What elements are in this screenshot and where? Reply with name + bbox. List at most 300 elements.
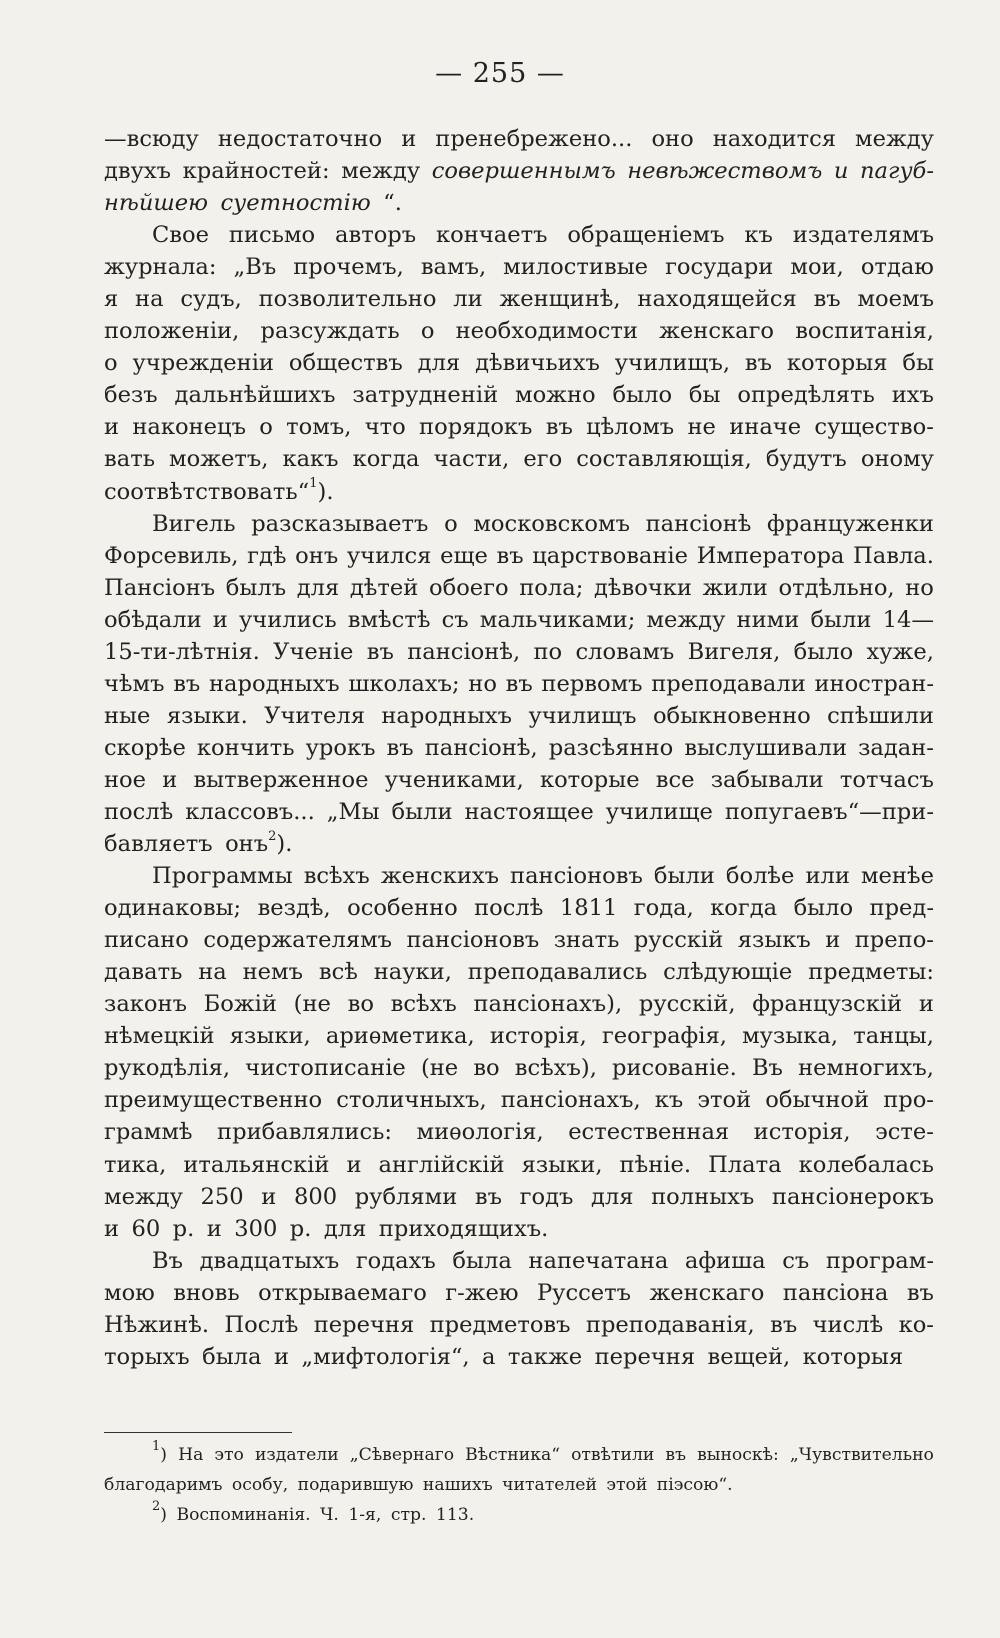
word: о xyxy=(259,414,273,441)
word: тика, xyxy=(104,1151,167,1178)
word: преподавали xyxy=(651,670,806,697)
word: ними xyxy=(736,606,800,633)
word: пансіонахъ, xyxy=(500,1087,641,1114)
word: училищъ xyxy=(528,702,637,729)
word: находящейся xyxy=(637,286,797,313)
word: соотвѣтствовать“ xyxy=(104,478,310,505)
word: дѣвочки xyxy=(593,574,692,601)
footnote xyxy=(104,1500,934,1530)
word: итальянскій xyxy=(183,1151,330,1178)
word: „Чувствительно xyxy=(789,1445,934,1465)
word: писано xyxy=(104,927,189,954)
word: болѣе xyxy=(725,863,795,890)
word: хуже, xyxy=(866,638,934,665)
word: задан- xyxy=(858,734,934,761)
word: какъ xyxy=(282,446,339,473)
word: и xyxy=(206,1215,222,1242)
word: отдаю xyxy=(860,254,934,281)
word: иначе xyxy=(729,414,802,441)
word: француженки xyxy=(767,510,934,537)
word: издателямъ xyxy=(792,222,934,249)
word: онъ xyxy=(225,831,269,858)
word: не xyxy=(687,414,716,441)
text-line xyxy=(104,636,934,668)
word: танцы, xyxy=(853,1023,934,1050)
word: содержателямъ xyxy=(203,927,393,954)
word: можетъ, xyxy=(169,446,269,473)
word: разсуждать xyxy=(260,318,400,345)
word: ные xyxy=(104,702,151,729)
word: этой xyxy=(697,1087,752,1114)
text-line xyxy=(104,508,934,540)
word: училищъ, xyxy=(614,350,730,377)
text-line xyxy=(104,1440,934,1470)
word: московскомъ xyxy=(473,510,630,537)
word: для xyxy=(296,574,340,601)
word: обоего xyxy=(428,574,509,601)
footnote-marker: 2 xyxy=(268,828,277,844)
word: обѣдали xyxy=(104,606,202,633)
word: въ xyxy=(474,1183,503,1210)
text-line xyxy=(104,347,934,379)
word: обыкновенно xyxy=(652,702,811,729)
word: пренебрежено... xyxy=(435,126,633,152)
word: законъ xyxy=(104,991,187,1018)
word: ко- xyxy=(898,1311,934,1338)
word: географія, xyxy=(601,1023,727,1050)
text-line xyxy=(104,572,934,604)
text-line xyxy=(104,443,934,475)
text-line xyxy=(104,956,934,988)
word: по xyxy=(533,638,563,665)
footnote-marker: 1 xyxy=(152,1439,161,1455)
text-line xyxy=(104,476,934,508)
word: вмѣстѣ xyxy=(347,606,431,633)
word: приходящихъ. xyxy=(378,1215,549,1242)
word: французскій xyxy=(752,991,903,1018)
word: кончаетъ xyxy=(436,222,548,249)
word: всѣ xyxy=(318,959,358,986)
text-line xyxy=(104,1277,934,1309)
word: скорѣе xyxy=(104,734,186,761)
word: немногихъ, xyxy=(798,1055,934,1082)
text-line xyxy=(104,1500,934,1530)
word: предметовъ xyxy=(429,1311,571,1338)
word: школахъ; xyxy=(348,670,460,697)
word: жили xyxy=(702,574,768,601)
word: языки, xyxy=(229,1023,311,1050)
word: и xyxy=(212,606,228,633)
word: женскаго xyxy=(649,1279,765,1306)
word: суетностію xyxy=(220,190,371,217)
word: обращеніемъ xyxy=(567,222,725,249)
word: языкъ xyxy=(737,927,811,954)
text-line xyxy=(104,764,934,796)
word: была xyxy=(202,1343,262,1370)
text-line xyxy=(104,988,934,1020)
word: цѣломъ xyxy=(586,414,675,441)
word: Послѣ xyxy=(224,1311,299,1338)
word: рукодѣлія, xyxy=(104,1055,231,1082)
word: Учителя xyxy=(264,702,365,729)
word: которые xyxy=(539,766,640,793)
word: русскій xyxy=(633,927,724,954)
word: естественная xyxy=(568,1119,730,1146)
word: —всюду xyxy=(104,126,199,152)
word: Программы xyxy=(152,863,293,890)
word: положеніи, xyxy=(104,318,240,345)
text-line xyxy=(104,1213,934,1245)
word: этой xyxy=(606,1475,648,1495)
word: въ xyxy=(813,286,841,313)
word: авторъ xyxy=(335,222,417,249)
word: были xyxy=(810,606,872,633)
word: въ xyxy=(906,1279,934,1306)
text-line xyxy=(104,315,934,347)
word: и xyxy=(104,414,120,441)
word: пагуб- xyxy=(860,158,934,185)
word: наконецъ xyxy=(132,414,246,441)
text-line xyxy=(104,1309,934,1341)
word: государи xyxy=(665,254,774,281)
word: 300 xyxy=(234,1215,278,1242)
word: одинаковы; xyxy=(104,895,242,922)
word: пансіонахъ), xyxy=(473,991,623,1018)
word: но xyxy=(905,574,934,601)
word: оно xyxy=(651,126,694,152)
word: науки, xyxy=(373,959,452,986)
word: и xyxy=(833,158,849,185)
word: между xyxy=(646,606,726,633)
word: которыя xyxy=(802,1343,904,1370)
word: недостаточно xyxy=(217,126,383,152)
word: менѣе xyxy=(860,863,934,890)
word: въ xyxy=(545,414,573,441)
word: рисованіе. xyxy=(612,1055,737,1082)
word: выноскѣ: xyxy=(697,1445,779,1465)
word: Форсевиль, xyxy=(104,542,239,569)
paragraph xyxy=(104,508,934,861)
word-group xyxy=(152,1440,167,1470)
word: пансіонѣ, xyxy=(424,734,538,761)
word: обществъ xyxy=(288,350,403,377)
word: и xyxy=(162,766,178,793)
word: необходимости xyxy=(455,318,638,345)
word: торыхъ xyxy=(104,1343,190,1370)
word: что xyxy=(364,414,406,441)
word: 113. xyxy=(435,1505,475,1525)
word: между xyxy=(855,126,934,152)
word: о xyxy=(104,350,118,377)
word: (не xyxy=(293,991,331,1018)
text-line xyxy=(104,860,934,892)
text-line xyxy=(104,155,934,187)
word: пансіона xyxy=(782,1279,889,1306)
text-line xyxy=(104,1116,934,1148)
word: послѣ xyxy=(104,798,174,825)
word: Руссетъ xyxy=(536,1279,632,1306)
word: письмо xyxy=(228,222,316,249)
word-group xyxy=(225,828,292,860)
word: женщинѣ, xyxy=(499,286,621,313)
word: части, xyxy=(433,446,510,473)
word: преимущественно xyxy=(104,1087,323,1114)
word: милостивые xyxy=(503,254,649,281)
word: 1811 xyxy=(559,895,618,922)
word: еще xyxy=(440,542,488,569)
word: опредѣлять xyxy=(737,382,875,409)
word: были xyxy=(391,798,453,825)
word: затрудненій xyxy=(352,382,499,409)
word: благодаримъ xyxy=(104,1475,223,1495)
word: настоящее xyxy=(464,798,594,825)
word: когда xyxy=(710,895,778,922)
word: Вигеля, xyxy=(687,638,781,665)
word: составляющія, xyxy=(576,446,752,473)
word: исторія, xyxy=(489,1023,587,1050)
word: было xyxy=(793,895,854,922)
word: отдѣльно, xyxy=(778,574,895,601)
word: бы xyxy=(688,382,721,409)
word: „Въ xyxy=(233,254,277,281)
word: для xyxy=(417,350,461,377)
word: когда xyxy=(352,446,420,473)
word: пансіоновъ xyxy=(510,863,643,890)
word: програм- xyxy=(825,1247,934,1274)
word: преподавались xyxy=(467,959,648,986)
word: р. xyxy=(289,1215,312,1242)
word: Въ xyxy=(152,1247,183,1274)
word: къ xyxy=(744,222,773,249)
word: забывали xyxy=(710,766,824,793)
word: языки, xyxy=(521,1151,603,1178)
word: кончить xyxy=(196,734,295,761)
footnote-divider xyxy=(104,1432,292,1433)
word: на xyxy=(135,286,164,313)
word: 60 xyxy=(131,1215,161,1242)
word: съ xyxy=(782,1247,810,1274)
word: учениками, xyxy=(384,766,524,793)
text-line xyxy=(104,251,934,283)
word: невѣжествомъ xyxy=(627,158,823,185)
word: иностран- xyxy=(814,670,934,697)
word: въ xyxy=(366,638,394,665)
word: колебалась xyxy=(798,1151,934,1178)
word: и xyxy=(918,991,934,1018)
word: и xyxy=(825,927,841,954)
word: ли xyxy=(453,286,483,313)
text-line xyxy=(104,604,934,636)
word: читателей xyxy=(502,1475,597,1495)
word-group xyxy=(104,476,334,508)
word: вездѣ, xyxy=(257,895,331,922)
word: 800 xyxy=(293,1183,338,1210)
text-line xyxy=(104,1084,934,1116)
word: и xyxy=(401,126,417,152)
word: мальчиками; xyxy=(479,606,636,633)
word: перечня xyxy=(594,1343,696,1370)
text-line xyxy=(104,1020,934,1052)
word: нѣмецкій xyxy=(104,1023,215,1050)
word: выслушивали xyxy=(684,734,847,761)
word: съ xyxy=(441,606,469,633)
word: совершеннымъ xyxy=(431,158,616,185)
word: можно xyxy=(515,382,596,409)
word: англійскій xyxy=(378,1151,505,1178)
word: особу, xyxy=(231,1475,289,1495)
word: пансіонерокъ xyxy=(771,1183,934,1210)
word: которыя xyxy=(786,350,888,377)
word: а xyxy=(481,1343,496,1370)
text-line xyxy=(104,1341,934,1373)
word: и xyxy=(104,1215,120,1242)
word: моемъ xyxy=(857,286,934,313)
word: вамъ, xyxy=(420,254,487,281)
text-line xyxy=(104,411,934,443)
text-line xyxy=(104,219,934,251)
word: между xyxy=(104,1183,183,1210)
word: дѣвичьихъ xyxy=(475,350,600,377)
word: открываемаго xyxy=(258,1279,427,1306)
word: въ xyxy=(744,350,773,377)
word: гдѣ xyxy=(247,542,287,569)
word: отвѣтили xyxy=(571,1445,655,1465)
word: въ xyxy=(665,1445,687,1465)
word: журнала: xyxy=(104,254,217,281)
word: словамъ xyxy=(575,638,675,665)
word: предметы: xyxy=(808,959,934,986)
word: пола; xyxy=(519,574,584,601)
word: годъ xyxy=(519,1183,574,1210)
word: 15-ти-лѣтнія. xyxy=(104,638,260,665)
word: ариѳметика, xyxy=(325,1023,475,1050)
word: все xyxy=(655,766,695,793)
footnote-marker: 1 xyxy=(309,475,318,491)
text-line xyxy=(104,924,934,956)
word: всѣхъ xyxy=(303,863,370,890)
word: существо- xyxy=(814,414,934,441)
word: воспитанія, xyxy=(795,318,934,345)
word: „Мы xyxy=(326,798,380,825)
paragraph xyxy=(104,219,934,507)
word: разсказываетъ xyxy=(251,510,429,537)
word: ). xyxy=(276,831,293,858)
word: и xyxy=(261,1183,277,1210)
text-line xyxy=(104,540,934,572)
word: въ xyxy=(505,670,533,697)
word: его xyxy=(523,446,563,473)
text-line xyxy=(104,1245,934,1277)
word: полныхъ xyxy=(651,1183,755,1210)
word: г-жею xyxy=(445,1279,519,1306)
paragraph xyxy=(104,860,934,1245)
word: мою xyxy=(104,1279,155,1306)
word: также xyxy=(507,1343,583,1370)
word: чистописаніе xyxy=(245,1055,406,1082)
word: пѣніе. xyxy=(619,1151,692,1178)
word: народныхъ xyxy=(208,670,340,697)
word: двадцатыхъ xyxy=(199,1247,340,1274)
word: во xyxy=(347,991,374,1018)
word: знать xyxy=(553,927,620,954)
word: я xyxy=(104,286,119,313)
word: была xyxy=(452,1247,512,1274)
word: числѣ xyxy=(812,1311,884,1338)
word: піэсою“. xyxy=(656,1475,733,1495)
word: оному xyxy=(860,446,934,473)
text-line xyxy=(104,796,934,828)
text-line xyxy=(104,187,934,219)
word: позволительно xyxy=(258,286,437,313)
word: были xyxy=(653,863,715,890)
word: немъ xyxy=(242,959,304,986)
word: урокъ xyxy=(305,734,376,761)
word: но xyxy=(468,670,497,697)
word: перечня xyxy=(313,1311,415,1338)
word: нашихъ xyxy=(422,1475,493,1495)
word: или xyxy=(805,863,850,890)
word: прибавлялись: xyxy=(217,1119,393,1146)
word: попугаевъ“—при- xyxy=(724,798,934,825)
word: о xyxy=(444,510,458,537)
word: порядокъ xyxy=(419,414,533,441)
word: учрежденіи xyxy=(132,350,274,377)
word: музыка, xyxy=(742,1023,839,1050)
word: послѣ xyxy=(474,895,544,922)
text-line xyxy=(104,1149,934,1181)
word: „мифтологія“, xyxy=(301,1343,470,1370)
word: дѣтей xyxy=(349,574,419,601)
word: было xyxy=(612,382,673,409)
word: издатели xyxy=(254,1445,339,1465)
word: чѣмъ xyxy=(104,670,165,697)
word: народныхъ xyxy=(381,702,513,729)
word: миѳологія, xyxy=(416,1119,544,1146)
word: Воспоминанія. xyxy=(176,1505,311,1525)
word: двухъ xyxy=(104,158,172,185)
word: вещей, xyxy=(707,1343,791,1370)
word: р. xyxy=(172,1215,195,1242)
word: въ xyxy=(496,542,524,569)
word: Нѣжинѣ. xyxy=(104,1311,210,1338)
word: спѣшили xyxy=(827,702,934,729)
word: во xyxy=(473,1055,500,1082)
word: ) xyxy=(160,1445,167,1465)
word: года, xyxy=(633,895,694,922)
main-text xyxy=(104,123,934,1373)
word: „Сѣвернаго xyxy=(349,1445,455,1465)
word: будутъ xyxy=(765,446,847,473)
paragraph xyxy=(104,1245,934,1373)
word: онъ xyxy=(295,542,339,569)
word: преподаванія, xyxy=(585,1311,755,1338)
text-line xyxy=(104,1181,934,1213)
word: годахъ xyxy=(355,1247,436,1274)
word: языки. xyxy=(166,702,248,729)
word: и xyxy=(273,1343,289,1370)
text-line xyxy=(104,1470,934,1500)
word: бы xyxy=(902,350,934,377)
word: пансіонѣ, xyxy=(407,638,521,665)
word: ). xyxy=(317,478,334,505)
word: судъ, xyxy=(180,286,242,313)
word: вать xyxy=(104,446,155,473)
word: Свое xyxy=(152,222,209,249)
word: Пансіонъ xyxy=(104,574,216,601)
word: ) xyxy=(160,1505,167,1525)
word: былъ xyxy=(225,574,287,601)
word: для xyxy=(590,1183,634,1210)
